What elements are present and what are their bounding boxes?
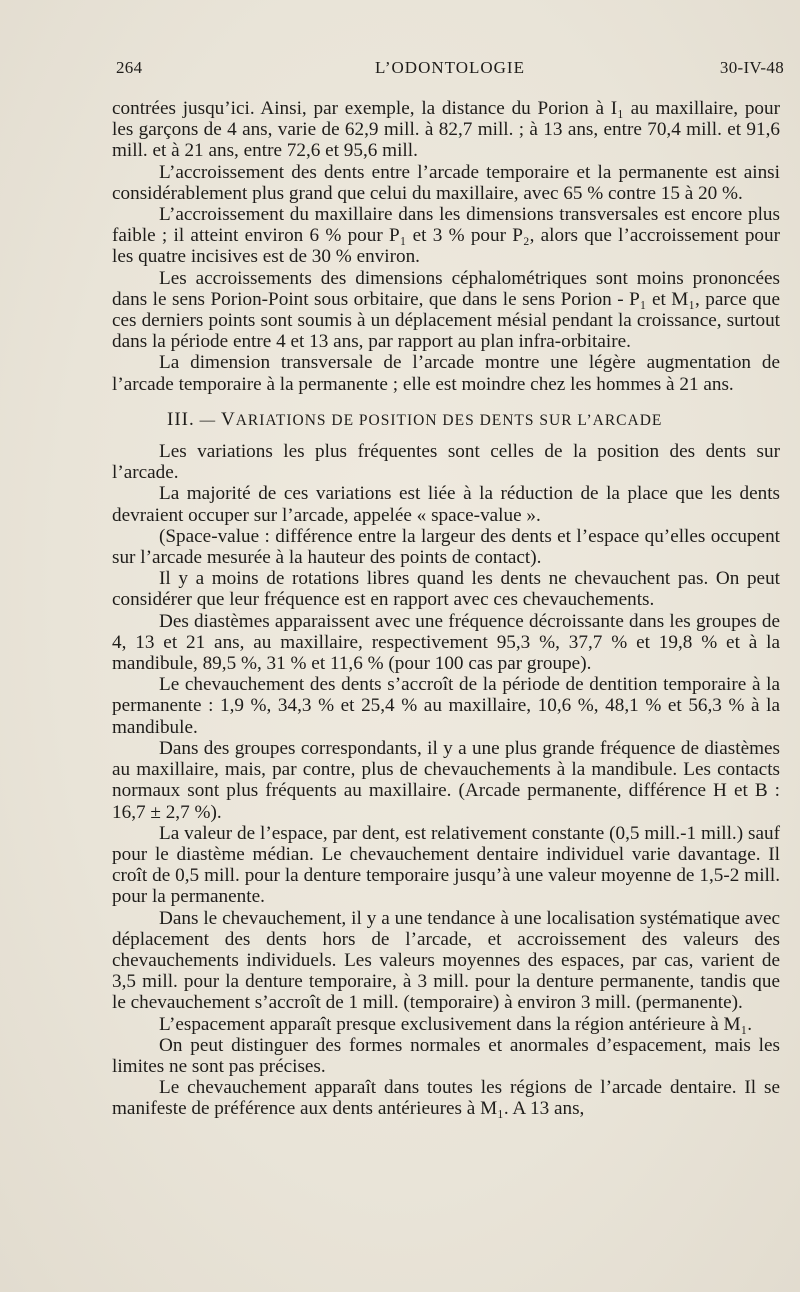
paragraph: L’accroissement du maxillaire dans les dimensions transversales est encore plus faible ; il atteint environ 6 % pour P₁ et 3 % pour P₂, alors que l’accroissement pour les quatre incisives est de 30 % environ. — [112, 204, 780, 268]
paragraph: Le chevauchement des dents s’accroît de la période de dentition temporaire à la permanente : 1,9 %, 34,3 % et 25,4 % au maxillaire, 10,6 %, 48,1 % et 56,3 % à la mandibule. — [112, 674, 780, 738]
paragraph: Il y a moins de rotations libres quand les dents ne chevauchent pas. On peut considérer que leur fréquence est en rapport avec ces chevauchements. — [112, 568, 780, 611]
section-heading — [112, 409, 780, 431]
section-initial: V — [220, 408, 236, 430]
paragraph: Dans des groupes correspondants, il y a une plus grande fréquence de diastèmes au maxillaire, mais, par contre, plus de chevauchements à la mandibule. Les contacts normaux sont plus fréquents au maxillaire. (Arcade permanente, différence H et B : 16,7 ± 2,7 %). — [112, 737, 780, 823]
paragraph: La dimension transversale de l’arcade montre une légère augmentation de l’arcade temporaire à la permanente ; elle est moindre chez les hommes à 21 ans. — [112, 352, 780, 395]
paragraph: L’accroissement des dents entre l’arcade temporaire et la permanente est ainsi considérablement plus grand que celui du maxillaire, avec 65 % contre 15 à 20 %. — [112, 161, 780, 204]
paragraph: La majorité de ces variations est liée à la réduction de la place que les dents devraient occuper sur l’arcade, appelée « space-value ». — [112, 483, 780, 526]
body-text — [112, 98, 780, 1120]
paragraph: Dans le chevauchement, il y a une tendance à une localisation systématique avec déplacement des dents hors de l’arcade, et accroissement des valeurs des chevauchements individuels. Les valeurs moyennes des espaces, par cas, varient de 3,5 mill. pour la denture temporaire, à 3 mill. pour la denture permanente, tandis que le chevauchement s’accroît de 1 mill. (temporaire) à environ 3 mill. (permanente). — [112, 907, 780, 1014]
paragraph: La valeur de l’espace, par dent, est relativement constante (0,5 mill.-1 mill.) sauf pour le diastème médian. Le chevauchement dentaire individuel varie davantage. Il croît de 0,5 mill. pour la denture temporaire jusqu’à une valeur moyenne de 1,5-2 mill. pour la permanente. — [112, 822, 780, 908]
paragraph-continued: contrées jusqu’ici. Ainsi, par exemple, la distance du Porion à I₁ au maxillaire, pour les garçons de 4 ans, varie de 62,9 mill. à 82,7 mill. ; à 13 ans, entre 70,4 mill. et 91,6 mill. et à 21 ans, entre 72,6 et 95,6 mill. — [112, 98, 780, 162]
paragraph: Des diastèmes apparaissent avec une fréquence décroissante dans les groupes de 4, 13 et 21 ans, au maxillaire, respectivement 95,3 %, 37,7 % et 19,8 % et à la mandibule, 89,5 %, 31 % et 11,6 % (pour 100 cas par groupe). — [112, 610, 780, 675]
section-dash: — — [199, 411, 217, 429]
paragraph: (Space-value : différence entre la largeur des dents et l’espace qu’elles occupent sur l’arcade mesurée à la hauteur des points de contact). — [112, 525, 780, 569]
paragraph: Les variations les plus fréquentes sont celles de la position des dents sur l’arcade. — [112, 441, 780, 484]
section-title-rest: ARIATIONS DE POSITION DES DENTS SUR L’ARCADE — [235, 411, 663, 429]
paragraph: Les accroissements des dimensions céphalométriques sont moins prononcées dans le sens Porion-Point sous orbitaire, que dans le sens Porion - P₁ et M₁, parce que ces derniers points sont soumis à un déplacement mésial pendant la croissance, surtout dans la période entre 4 et 13 ans, par rapport au plan infra-orbitaire. — [112, 267, 780, 353]
running-header — [116, 54, 784, 78]
section-numeral: III. — [167, 408, 195, 430]
issue-date: 30-IV-48 — [719, 58, 784, 77]
paragraph: On peut distinguer des formes normales et anormales d’espacement, mais les limites ne sont pas précises. — [112, 1034, 780, 1077]
journal-title: L’ODONTOLOGIE — [375, 58, 525, 77]
paragraph: L’espacement apparaît presque exclusivement dans la région antérieure à M₁. — [159, 1013, 753, 1035]
paragraph: Le chevauchement apparaît dans toutes les régions de l’arcade dentaire. Il se manifeste de préférence aux dents antérieures à M₁. A 13 ans, — [112, 1077, 780, 1120]
page-number: 264 — [116, 58, 143, 77]
